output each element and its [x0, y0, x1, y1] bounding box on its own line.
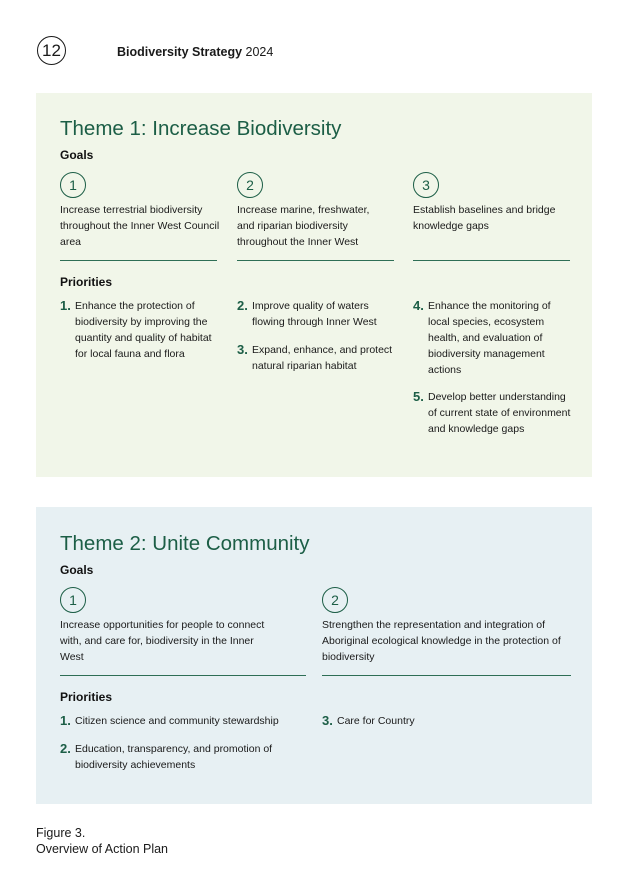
priority-number: 5.	[413, 389, 424, 404]
theme2-priority-2	[60, 741, 282, 773]
document-title	[117, 45, 273, 59]
theme1-title: Theme 1: Increase Biodiversity	[60, 117, 342, 140]
priority-text: Education, transparency, and promotion of biodiversity achievements	[75, 743, 273, 771]
figure-label: Figure 3.	[36, 826, 86, 840]
theme2-goals-label: Goals	[60, 563, 94, 577]
theme1-panel	[36, 93, 592, 477]
theme2-priority-3	[322, 713, 562, 729]
priority-text: Develop better understanding of current state of environment and knowledge gaps	[428, 391, 571, 435]
priority-number: 1.	[60, 713, 71, 728]
theme2-title: Theme 2: Unite Community	[60, 532, 310, 555]
theme2-priority-1	[60, 713, 300, 729]
priority-text: Enhance the protection of biodiversity by improving the quantity and quality of habitat for local fauna and flora	[75, 300, 212, 360]
theme1-priority-3	[237, 342, 397, 374]
priority-number: 1.	[60, 298, 71, 313]
theme1-goal-1-divider	[60, 260, 217, 261]
theme1-priority-2	[237, 298, 397, 330]
theme1-goal-3-number: 3	[413, 172, 439, 198]
theme1-priority-4	[413, 298, 573, 378]
theme1-goal-2-number: 2	[237, 172, 263, 198]
priority-number: 3.	[322, 713, 333, 728]
priority-number: 2.	[237, 298, 248, 313]
theme1-goal-2-text: Increase marine, freshwater, and riparian biodiversity throughout the Inner West	[237, 204, 370, 248]
figure-caption-text: Overview of Action Plan	[36, 842, 169, 856]
theme2-goal-1-divider	[60, 675, 306, 676]
theme1-priorities-label: Priorities	[60, 275, 113, 289]
theme2-goal-2-text: Strengthen the representation and integration of Aboriginal ecological knowledge in the protection of biodiversity	[322, 619, 561, 663]
theme2-goal-1-number: 1	[60, 587, 86, 613]
theme1-goal-3-text: Establish baselines and bridge knowledge gaps	[413, 204, 556, 232]
theme2-goal-2-number: 2	[322, 587, 348, 613]
priority-number: 2.	[60, 741, 71, 756]
theme1-priority-1	[60, 298, 220, 362]
theme2-panel	[36, 507, 592, 804]
theme2-priorities-label: Priorities	[60, 690, 113, 704]
document-title-year: 2024	[245, 45, 274, 59]
priority-text: Enhance the monitoring of local species, ecosystem health, and evaluation of biodiversity management actions	[428, 300, 551, 376]
priority-number: 3.	[237, 342, 248, 357]
theme1-goal-1-text: Increase terrestrial biodiversity throughout the Inner West Council area	[60, 204, 220, 248]
priority-text: Citizen science and community stewardship	[75, 715, 279, 727]
figure-caption	[36, 825, 168, 857]
theme2-goal-1-text: Increase opportunities for people to connect with, and care for, biodiversity in the Inner West	[60, 619, 265, 663]
document-title-name: Biodiversity Strategy	[117, 45, 243, 59]
theme1-priority-5	[413, 389, 573, 437]
theme1-goal-2-divider	[237, 260, 394, 261]
page-number: 12	[37, 36, 66, 65]
theme1-goal-3-divider	[413, 260, 570, 261]
priority-text: Improve quality of waters flowing through Inner West	[252, 300, 377, 328]
priority-text: Care for Country	[337, 715, 415, 727]
priority-number: 4.	[413, 298, 424, 313]
priority-text: Expand, enhance, and protect natural riparian habitat	[252, 344, 393, 372]
theme2-goal-2-divider	[322, 675, 571, 676]
theme1-goals-label: Goals	[60, 148, 94, 162]
theme1-goal-1-number: 1	[60, 172, 86, 198]
